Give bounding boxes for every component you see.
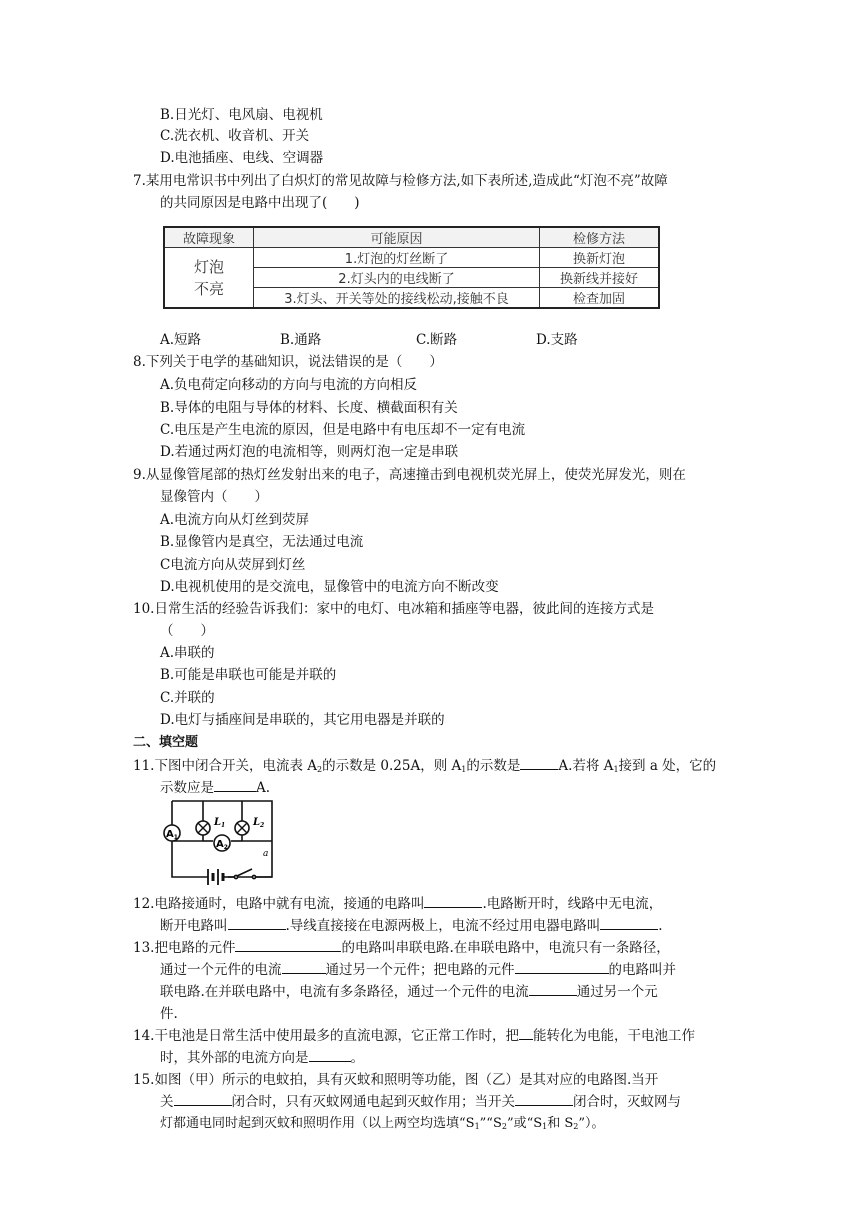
answer-blank[interactable]: [235, 939, 341, 952]
answer-blank[interactable]: [520, 757, 558, 770]
q12-text: 12.电路接通时，电路中就有电流，接通的电路叫: [133, 896, 425, 912]
q9-stem-line1: 9.从显像管尾部的热灯丝发射出来的电子，高速撞击到电视机荧光屏上，使荧光屏发光，则在: [133, 467, 686, 483]
battery-icon: [208, 869, 223, 885]
method-cell: 换新灯泡: [540, 248, 660, 268]
ammeter-a2-label: $A_2$: [216, 839, 228, 851]
q15-sub: 2: [501, 1122, 507, 1131]
q14-text: 能转化为电能，干电池工作: [532, 1028, 695, 1044]
q15-text: 关: [160, 1094, 174, 1110]
q12-text: .: [658, 918, 663, 934]
q14-text: 时，其外部的电流方向是: [160, 1050, 309, 1066]
q13-line3: [160, 983, 658, 1001]
lamp-l1-label: $L_1$: [214, 817, 226, 829]
q14-line2: [160, 1049, 364, 1067]
q8-option-a: A.负电荷定向移动的方向与电流的方向相反: [160, 377, 418, 393]
q8-option-c: C.电压是产生电流的原因，但是电路中有电压却不一定有电流: [160, 422, 526, 438]
answer-blank[interactable]: [515, 1093, 573, 1106]
q12-text: .电路断开时，线路中无电流，: [482, 896, 663, 912]
q11-line2: [160, 779, 270, 797]
answer-blank[interactable]: [529, 983, 577, 996]
answer-blank[interactable]: [600, 917, 658, 930]
answer-blank[interactable]: [424, 895, 482, 908]
q7-options: [0, 331, 860, 349]
q11-line1: [133, 757, 716, 779]
q11-text: A.若将 A: [558, 758, 614, 774]
header-method: 检修方法: [540, 227, 660, 248]
q10-stem-line2: （ ）: [160, 623, 214, 639]
q9-option-a: A.电流方向从灯丝到荧屏: [160, 512, 310, 528]
q8-option-b: B.导体的电阻与导体的材料、长度、横截面积有关: [160, 400, 458, 416]
q10-option-a: A.串联的: [160, 645, 215, 661]
q13-text: 通过另一个元: [576, 984, 658, 1000]
q13-text: 13.把电路的元件: [133, 940, 236, 956]
q11-sub: 1: [613, 765, 619, 774]
answer-blank[interactable]: [228, 917, 286, 930]
q15-text: ”“S: [479, 1116, 502, 1131]
answer-blank[interactable]: [515, 961, 609, 974]
q13-line1: [133, 939, 670, 957]
q15-line3: [160, 1115, 605, 1136]
q13-text: 的电路叫并: [608, 962, 676, 978]
q10-option-d: D.电灯与插座间是串联的，其它用电器是并联的: [160, 712, 445, 728]
q12-line1: [133, 895, 662, 913]
answer-blank[interactable]: [309, 1049, 351, 1062]
answer-blank[interactable]: [519, 1027, 533, 1040]
q13-line4: 件.: [160, 1006, 178, 1022]
q7-option-c: C.断路: [416, 332, 458, 348]
q15-line1: 15.如图（甲）所示的电蚊拍，具有灭蚊和照明等功能，图（乙）是其对应的电路图.当开: [133, 1072, 659, 1088]
q6-option-c: C.洗衣机、收音机、开关: [160, 128, 310, 144]
fault-table: [163, 226, 660, 309]
q15-text: 闭合时，只有灭蚊网通电起到灭蚊作用；当开关: [231, 1094, 515, 1110]
q11-text: 接到 a 处，它的: [618, 758, 717, 774]
table-row: [164, 248, 659, 268]
section-heading: 二、填空题: [133, 735, 199, 750]
q6-option-d: D.电池插座、电线、空调器: [160, 150, 324, 166]
q15-text: 灯都通电同时起到灭蚊和照明作用（以上两空均选填“S: [160, 1116, 475, 1131]
q11-text: 示数应是: [160, 780, 214, 796]
q12-line2: [160, 917, 663, 935]
q7-option-a: A.短路: [160, 332, 202, 348]
q6-option-b: B.日光灯、电风扇、电视机: [160, 107, 323, 123]
answer-blank[interactable]: [174, 1093, 232, 1106]
q12-text: 断开电路叫: [160, 918, 228, 934]
q13-line2: [160, 961, 676, 979]
q7-stem-line1: 7.某用电常识书中列出了白炽灯的常见故障与检修方法,如下表所述,造成此“灯泡不亮”故障: [133, 173, 668, 189]
answer-blank[interactable]: [282, 961, 326, 974]
q10-option-b: B.可能是串联也可能是并联的: [160, 667, 337, 683]
q15-text: ”或“S: [506, 1116, 543, 1131]
q15-sub: 1: [542, 1122, 548, 1131]
q15-sub: 2: [573, 1122, 579, 1131]
circuit-diagram: [156, 797, 282, 889]
q9-stem-line2: 显像管内（ ）: [160, 489, 268, 505]
q13-text: 的电路叫串联电路.在串联电路中，电流只有一条路径，: [341, 940, 670, 956]
q15-line2: [160, 1093, 681, 1111]
q14-line1: [133, 1027, 695, 1045]
q11-sub: 2: [317, 765, 323, 774]
q15-text: 闭合时，灭蚊网与: [573, 1094, 681, 1110]
q11-text: 11.下图中闭合开关，电流表 A: [133, 758, 318, 774]
header-cause: 可能原因: [254, 227, 540, 248]
q15-text: 和 S: [547, 1116, 574, 1131]
header-phenomenon: 故障现象: [164, 227, 254, 248]
method-cell: 检查加固: [540, 288, 660, 309]
cause-cell: 2.灯头内的电线断了: [254, 268, 540, 288]
q8-stem: 8.下列关于电学的基础知识，说法错误的是（ ）: [133, 354, 443, 370]
q8-option-d: D.若通过两灯泡的电流相等，则两灯泡一定是串联: [160, 444, 459, 460]
q14-text: 14.干电池是日常生活中使用最多的直流电源，它正常工作时，把: [133, 1028, 519, 1044]
q15-text: ”）。: [578, 1116, 605, 1131]
fault-table-header: [164, 227, 659, 248]
q11-sub: 1: [461, 765, 467, 774]
q13-text: 通过另一个元件；把电路的元件: [325, 962, 515, 978]
answer-blank[interactable]: [214, 779, 256, 792]
q7-stem-line2: 的共同原因是电路中出现了( ): [160, 195, 360, 211]
q12-text: .导线直接接在电源两极上，电流不经过用电器电路叫: [285, 918, 601, 934]
q7-option-b: B.通路: [280, 332, 322, 348]
q11-text: 的示数是: [466, 758, 521, 774]
point-a-label: a: [263, 849, 269, 859]
q10-option-c: C.并联的: [160, 690, 215, 706]
q11-text: 的示数是 0.25A，则 A: [322, 758, 462, 774]
q13-text: 联电路.在并联电路中，电流有多条路径，通过一个元件的电流: [160, 984, 529, 1000]
q13-text: 通过一个元件的电流: [160, 962, 282, 978]
cause-cell: 3.灯头、开关等处的接线松动,接触不良: [254, 288, 540, 309]
q15-sub: 1: [474, 1122, 480, 1131]
q7-option-d: D.支路: [536, 332, 578, 348]
q9-option-b: B.显像管内是真空，无法通过电流: [160, 534, 364, 550]
lamp-l2-label: $L_2$: [253, 817, 265, 829]
ammeter-a1-label: $A_1$: [166, 829, 178, 841]
q9-option-c: C电流方向从荧屏到灯丝: [160, 557, 306, 573]
phenomenon-line2: 不亮: [193, 279, 224, 298]
q14-text: 。: [350, 1050, 364, 1066]
q11-text: A.: [256, 780, 271, 796]
phenomenon-cell: [164, 248, 254, 309]
method-cell: 换新线并接好: [540, 268, 660, 288]
q9-option-d: D.电视机使用的是交流电，显像管中的电流方向不断改变: [160, 579, 499, 595]
phenomenon-line1: 灯泡: [193, 257, 224, 276]
q10-stem-line1: 10.日常生活的经验告诉我们：家中的电灯、电冰箱和插座等电器，彼此间的连接方式是: [133, 601, 654, 617]
cause-cell: 1.灯泡的灯丝断了: [254, 248, 540, 268]
